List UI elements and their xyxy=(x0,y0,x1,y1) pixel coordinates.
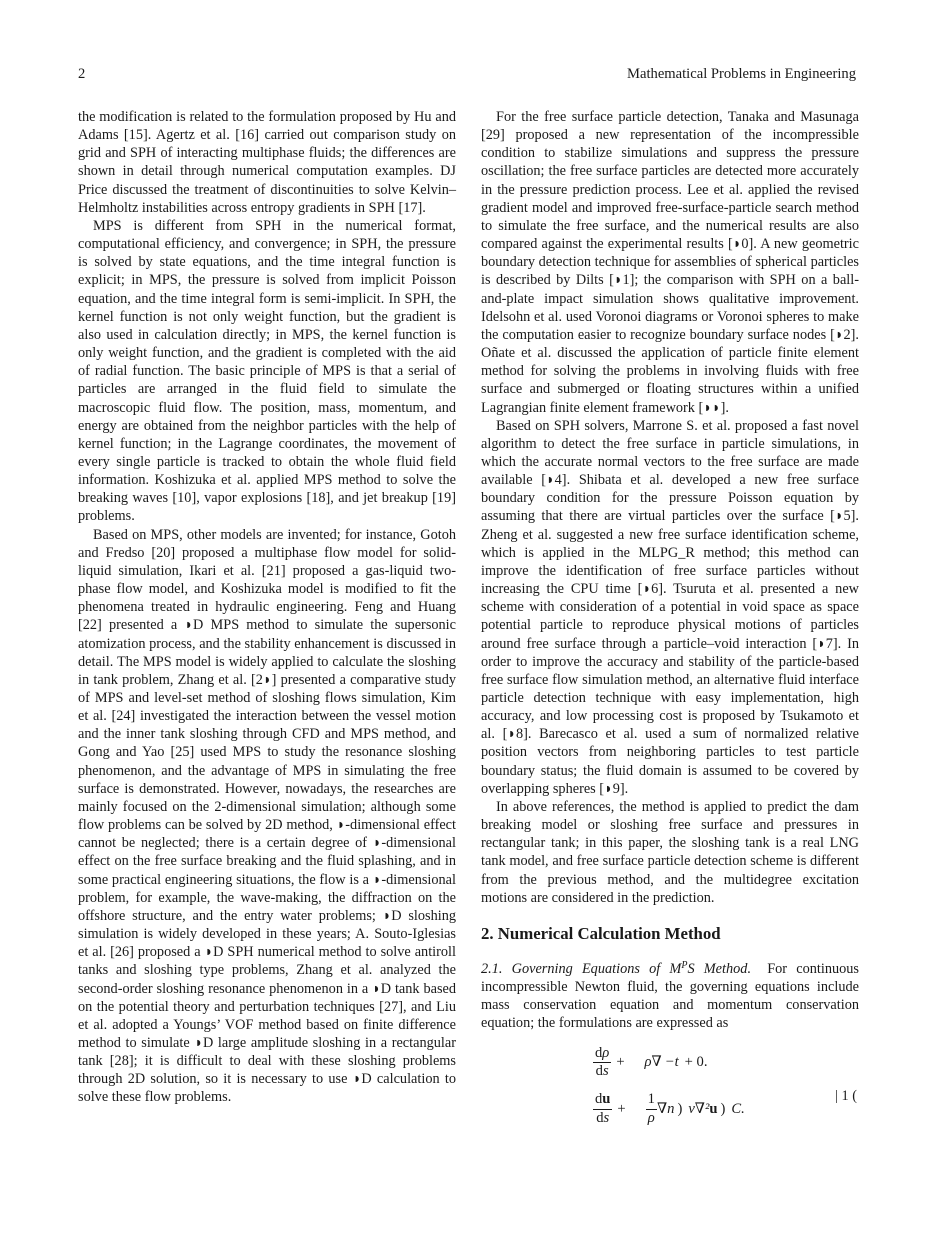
eq1-plus: + xyxy=(616,1053,625,1070)
subsection-title: 2.1. Governing Equations of M xyxy=(481,960,682,977)
paragraph-mps-vs-sph: MPS is different from SPH in the numerical format, computational efficiency, and convergence; in SPH, the pressure is solved by state equations, and the time integral function is explicit; in MPS, the pressure is solved from implicit Poisson equation, and the time integral form is semi-implicit. In SPH, the kernel function is not only weight function, but the gradient is also used in calculation directly; in MPS, the kernel function is only weight function, and the gradient is completed with the aid of radial function. The basic principle of MPS is that a serial of particles are arranged in the fluid field to simulate the macroscopic fluid flow. The position, mass, momentum, and energy are obtained from the neighbor particles with the help of kernel function; in the Lagrange coordinates, the movement of every single particle is tracked to obtain the whole fluid field information. Koshizuka et al. applied MPS method to solve the breaking waves [10], vapor explosions [18], and jet breakup [19] problems. xyxy=(78,217,456,525)
equation-label: | 1 ( xyxy=(835,1087,857,1104)
equation-block xyxy=(481,1046,859,1127)
eq2-constant-c: C. xyxy=(731,1100,745,1117)
subsection-title-superscript: P xyxy=(681,959,688,971)
eq2-paren-1: ) xyxy=(677,1100,683,1117)
page-number: 2 xyxy=(78,66,86,82)
subsection-title-end: S Method. xyxy=(687,960,752,977)
eq2-paren-2: ) xyxy=(720,1100,726,1117)
paragraph-free-surface-detection: For the free surface particle detection, Tanaka and Masunaga [29] proposed a new representation of the incompressible condition to stabilize simulations and suppress the pressure oscillation; the free surface particles are detected more accurately in the pressure prediction process. Lee et al. applied the revised gradient model and improved free-surface-particle search method to simulate the free surface, and the numerical results are also compared against the experimental results [◗0]. A new geometric boundary detection technique for assemblies of spherical particles is described by Dilts [◗1]; the comparison with SPH on a ball-and-plate impact simulation shows qualitative improvement. Idelsohn et al. used Voronoi diagrams or Voronoi spheres to make the computation easier to recognize boundary surface nodes [◗2]. Oñate et al. discussed the application of particle finite element method for solving the problems in involving fluids with free surface and submerged or floating structures within a unified Lagrangian finite element framework [◗◗]. xyxy=(481,109,859,416)
eq1-term-zero: + 0. xyxy=(684,1053,708,1070)
eq1-term-minus-t: −t xyxy=(664,1053,679,1070)
paragraph-mps-models: Based on MPS, other models are invented; for instance, Gotoh and Fredso [20] proposed a multiphase flow model for solid-liquid simulation, Ikari et al. [21] proposed a gas-liquid two-phase flow model, and Koshizuka model is modified to fit the phenomena treated in hydraulic engineering. Feng and Huang [22] presented a ◗D MPS method to simulate the supersonic atomization process, and the stability enhancement is discussed in detail. The MPS model is widely applied to calculate the sloshing in tank problem, Zhang et al. [2◗] presented a comparative study of MPS and level-set method of sloshing flows simulation, Kim et al. [24] investigated the interaction between the vessel motion and the inner tank sloshing through CFD and MPS method, and Gong and Yao [25] used MPS to study the resonance sloshing phenomenon, and the advantage of MPS in simulating the free surface is demonstrated. However, nowadays, the researches are mainly focused on the 2-dimensional simulation; although some flow problems can be solved by 2D method, ◗-dimensional effect cannot be neglected; there is a certain degree of ◗-dimensional effect on the free surface breaking and the fluid splashing, and in some practical engineering situations, the flow is a ◗-dimensional problem, for example, the wave-making, the diffraction on the offshore structure, and the entry water problems; ◗D sloshing simulation is widely developed in these years; A. Souto-Iglesias et al. [26] proposed a ◗D SPH numerical method to solve antiroll tanks and sloshing type problems, Zhang et al. analyzed the second-order sloshing resonance phenomenon in a ◗D tank based on the potential theory and perturbation techniques [27], and Liu et al. adopted a Youngs’ VOF method based on finite difference method to simulate ◗D large amplitude sloshing in a rectangular tank [28]; it is difficult to deal with these sloshing problems through 2D solution, so it is necessary to use ◗D calculation to solve these flow problems. xyxy=(78,526,456,1106)
equation-1 xyxy=(593,1046,859,1080)
subsection-text: For continuous incompressible Newton fluid, the governing equations include mass conservation equation and momentum conservation equation; the formulations are expressed as xyxy=(481,960,859,1032)
eq2-den-s: s xyxy=(603,1109,610,1126)
paragraph-sph-solvers: Based on SPH solvers, Marrone S. et al. proposed a fast novel algorithm to detect the free surface in particle simulations, in which the accurate normal vectors to the free surface are made available [◗4]. Shibata et al. developed a new free surface boundary condition for the pressure Poisson equation by assuming that there are virtual particles over the surface [◗5]. Zheng et al. suggested a new free surface identification scheme, which is applied in the MLPG_R method; this method can improve the identification of free surface particles without increasing the CPU time [◗6]. Tsuruta et al. presented a new scheme with consideration of a potential in void space as space potential particle to reproduce physical motions of particles around free surface through a particle–void interaction [◗7]. In order to improve the accuracy and stability of the particle-based free surface flow simulation method, an alternative fluid interface particle detection technique with easy implementation, high accuracy, and low processing cost is proposed by Tsukamoto et al. [◗8]. Barecasco et al. used a sum of normalized relative position vectors from neighboring particles to test particle boundary status; the fluid domain is assumed to be covered by overlapping spheres [◗9]. xyxy=(481,417,859,797)
eq2-plus: + xyxy=(617,1100,626,1117)
eq2-nu-nabla-squared: ν∇² xyxy=(688,1101,710,1118)
eq1-num-d: d xyxy=(595,1044,603,1061)
right-column xyxy=(481,108,859,1126)
eq2-den-rho: ρ xyxy=(647,1109,655,1126)
left-column xyxy=(78,108,456,1107)
fraction-one-rho xyxy=(646,1092,657,1126)
section-heading xyxy=(481,924,859,944)
journal-title: Mathematical Problems in Engineering xyxy=(627,66,856,82)
section-title: Numerical Calculation Method xyxy=(497,923,721,943)
eq1-term-rho-nabla: ρ∇ xyxy=(644,1054,662,1071)
eq2-u-bold: u xyxy=(709,1100,718,1117)
eq2-num-u: u xyxy=(602,1091,611,1108)
subsection-paragraph xyxy=(481,957,859,1033)
eq1-den-s: s xyxy=(602,1062,609,1079)
paragraph-above-references: In above references, the method is applied to predict the dam breaking model or sloshing free surface and pressures in rectangular tank; in this paper, the sloshing tank is a real LNG tank model, and free surface particle detection scheme is different from the previous method, and the multidegree excitation motions are considered in the prediction. xyxy=(481,798,859,906)
equation-2 xyxy=(593,1092,859,1126)
eq2-den-d: d xyxy=(596,1109,604,1126)
fraction-du-ds xyxy=(593,1092,612,1126)
section-number: 2. xyxy=(481,923,494,943)
eq2-num-one: 1 xyxy=(647,1091,655,1108)
eq1-num-rho: ρ xyxy=(602,1044,610,1061)
fraction-drho-ds xyxy=(593,1046,611,1080)
eq2-num-d: d xyxy=(595,1091,603,1108)
paragraph-continuation: the modification is related to the formulation proposed by Hu and Adams [15]. Agertz et al. [16] carried out comparison study on grid and SPH of interacting multiphase fluids; the differences are shown in detail through numerical computation examples. DJ Price discussed the treatment of discontinuities to solve Kelvin–Helmholtz instabilities across entropy gradients in SPH [17]. xyxy=(78,109,456,216)
eq2-nabla-n: ∇n xyxy=(656,1101,675,1118)
eq1-den-d: d xyxy=(595,1062,603,1079)
